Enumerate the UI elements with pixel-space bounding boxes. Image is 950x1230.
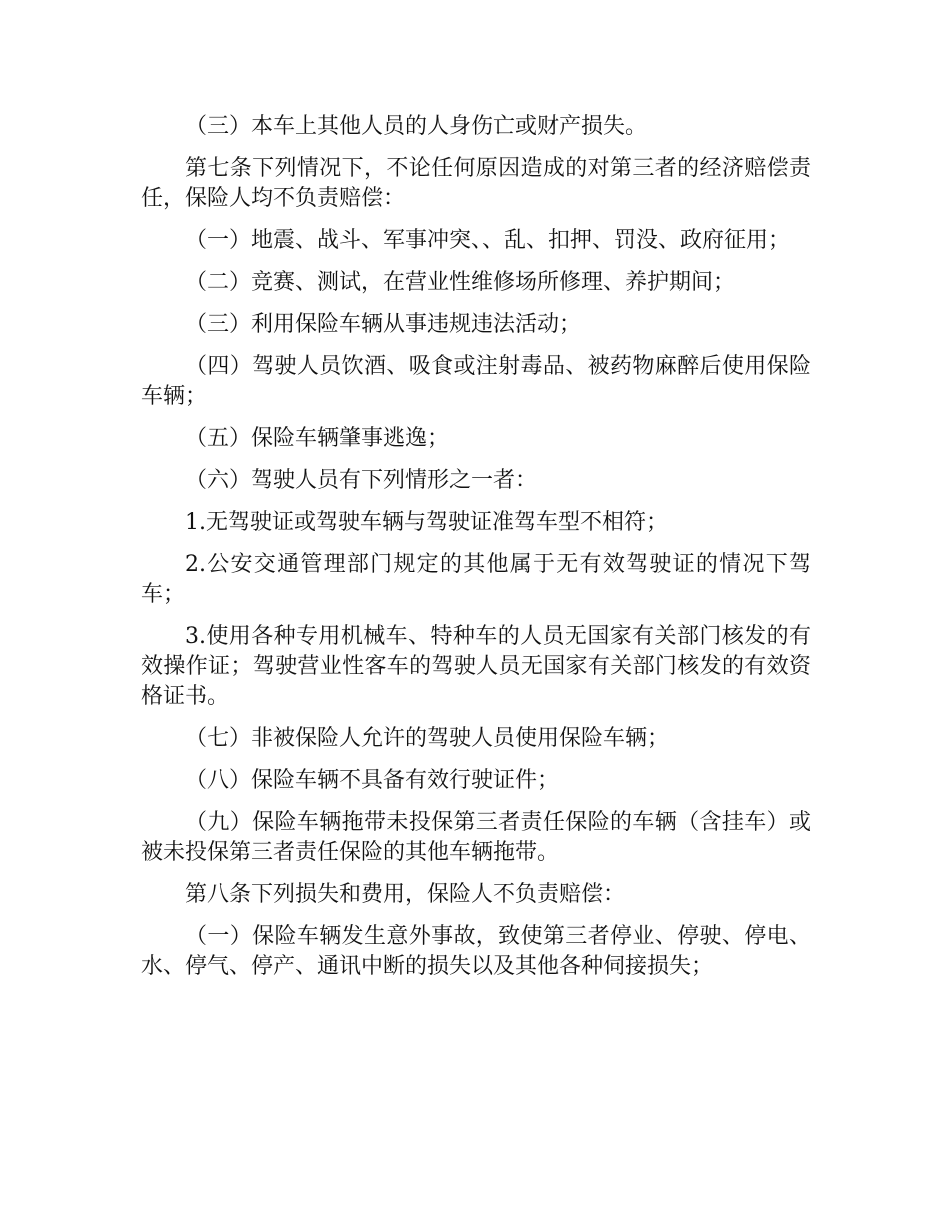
paragraph: 1.无驾驶证或驾驶车辆与驾驶证准驾车型不相符；	[185, 510, 668, 535]
paragraph: 3.使用各种专用机械车、特种车的人员无国家有关部门核发的有效操作证；驾驶营业性客车的驾驶人员无国家有关部门核发的有效资格证书。	[141, 624, 811, 709]
paragraph: 2.公安交通管理部门规定的其他属于无有效驾驶证的情况下驾车；	[141, 552, 811, 607]
paragraph: （一）保险车辆发生意外事故，致使第三者停业、停驶、停电、水、停气、停产、通讯中断的损失以及其他各种伺接损失；	[141, 924, 811, 979]
paragraph: （五）保险车辆肇事逃逸；	[185, 426, 450, 451]
paragraph: 第七条下列情况下，不论任何原因造成的对第三者的经济赔偿责任，保险人均不负责赔偿：	[141, 156, 811, 211]
paragraph: （三）利用保险车辆从事违规违法活动；	[185, 312, 582, 337]
paragraph: （七）非被保险人允许的驾驶人员使用保险车辆；	[185, 726, 670, 751]
paragraph: （六）驾驶人员有下列情形之一者：	[185, 468, 538, 493]
paragraph: （二）竞赛、测试，在营业性维修场所修理、养护期间；	[185, 270, 736, 295]
paragraph: （一）地震、战斗、军事冲突、、乱、扣押、罚没、政府征用；	[185, 228, 791, 253]
paragraph: （九）保险车辆拖带未投保第三者责任保险的车辆（含挂车）或被未投保第三者责任保险的其他车辆拖带。	[141, 810, 811, 865]
paragraph: （八）保险车辆不具备有效行驶证件；	[185, 768, 560, 793]
paragraph: （三）本车上其他人员的人身伤亡或财产损失。	[185, 114, 648, 139]
document-page	[141, 112, 811, 994]
paragraph: （四）驾驶人员饮酒、吸食或注射毒品、被药物麻醉后使用保险车辆；	[141, 354, 811, 409]
paragraph: 第八条下列损失和费用，保险人不负责赔偿：	[185, 882, 626, 907]
